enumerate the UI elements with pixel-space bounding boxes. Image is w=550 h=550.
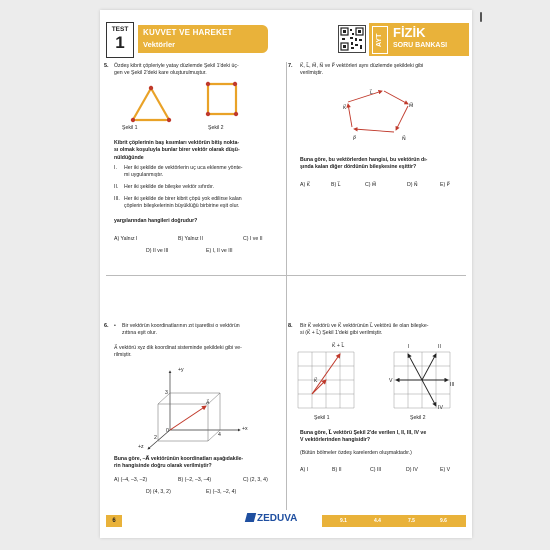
q6-number: 6. — [104, 323, 109, 329]
q7-option-d[interactable]: D) N⃗ — [407, 182, 418, 188]
q5-option-c[interactable]: C) I ve II — [243, 236, 263, 242]
q6-tick-4: 4 — [218, 432, 221, 438]
q7-stem: Buna göre, bu vektörlerden hangisi, bu vektörün dı- şında kalan diğer dördünün bileşkesine eşittir? — [300, 157, 428, 171]
q6-option-e[interactable]: E) (–3, –2, 4) — [206, 489, 237, 495]
q5-item3-num: III. — [114, 196, 120, 202]
footer-strip — [322, 515, 466, 527]
q6-axis-y: +y — [178, 367, 184, 373]
brand-name: ZEDUVA — [257, 513, 298, 524]
q5-intro: Özdeş kibrit çöpleriyle yatay düzlemde Şekil 1'deki üç- gen ve Şekil 2'deki kare oluşturulmuştur. — [114, 63, 239, 77]
q8-vec-iv: IV — [438, 405, 443, 411]
q5-item3: Her iki şekilde de birer kibrit çöpü yok edilirse kalan çöplerin bileşkelerinin büyüklüğü birbirine eşit olur. — [124, 196, 242, 210]
q6-bullet: Bir vektörün koordinatlarının zıt işaretlisi o vektörün zıttına eşit olur. — [122, 323, 240, 337]
q7-option-a[interactable]: A) K⃗ — [300, 182, 311, 188]
test-badge — [106, 22, 134, 58]
q8-stem: Buna göre, L⃗ vektörü Şekil 2'de verilen I, II, III, IV ve V vektörlerinden hangisidir? — [300, 430, 427, 444]
q8-vec-v: V — [389, 378, 393, 384]
footer-code-2: 4.4 — [374, 518, 381, 524]
q6-axis-z: +z — [138, 444, 144, 450]
footer-code-3: 7.5 — [408, 518, 415, 524]
q6-bullet-icon: • — [114, 323, 116, 329]
q8-option-d[interactable]: D) IV — [406, 467, 418, 473]
q6-stem: Buna göre, –A⃗ vektörünün koordinatları aşağıdakile- rin hangisinde doğru olarak verilmiştir? — [114, 456, 244, 470]
q5-option-b[interactable]: B) Yalnız II — [178, 236, 203, 242]
q5-item1: Her iki şekilde de vektörlerin uç uca eklenme yönte- mi uygulanmıştır. — [124, 165, 243, 179]
q6-origin: 0 — [166, 428, 169, 434]
brand-logo — [246, 513, 297, 524]
q5-figures — [124, 80, 264, 130]
q6-option-d[interactable]: D) (4, 3, 2) — [146, 489, 171, 495]
q8-vec-i: I — [408, 344, 410, 350]
q6-axis-x: +x — [242, 426, 248, 432]
book-title: SORU BANKASI — [393, 42, 448, 49]
q8-option-c[interactable]: C) III — [370, 467, 382, 473]
qr-code-icon[interactable] — [338, 25, 366, 53]
q7-option-c[interactable]: C) M⃗ — [365, 182, 377, 188]
q6-option-b[interactable]: B) (–2, –3, –4) — [178, 477, 212, 483]
q5-option-e[interactable]: E) I, II ve III — [206, 248, 233, 254]
q7-option-b[interactable]: B) L⃗ — [331, 182, 341, 188]
page-number: 6 — [106, 515, 122, 527]
q7-number: 7. — [288, 63, 293, 69]
q8-vec-iii: III — [450, 382, 455, 388]
q5-item2-num: II. — [114, 184, 119, 190]
q8-note: (Bütün bölmeler özdeş karelerden oluşmaktadır.) — [300, 450, 412, 456]
q7-intro: K⃗, L⃗, M⃗, N⃗ ve P⃗ vektörleri aynı düzlemde şekildeki gibi verilmiştir. — [300, 63, 424, 77]
chapter-title: KUVVET VE HAREKET — [143, 28, 233, 37]
q5-option-a[interactable]: A) Yalnız I — [114, 236, 138, 242]
column-divider — [286, 62, 287, 510]
q5-number: 5. — [104, 63, 109, 69]
q8-fig2-label: Şekil 2 — [410, 415, 426, 421]
worksheet-page — [100, 10, 472, 538]
q8-option-a[interactable]: A) I — [300, 467, 309, 473]
q8-fig1-label: Şekil 1 — [314, 415, 330, 421]
q5-stem: Kibrit çöplerinin baş kısımları vektörün bitiş nokta- sı olmak koşuluyla bunlar birer vektör olarak düşü- nüldüğünde — [114, 140, 240, 161]
q8-sum-label: K⃗ + L⃗ — [332, 343, 345, 349]
q7-label-n: N⃗ — [402, 136, 406, 142]
scrollbar-thumb[interactable] — [480, 12, 482, 22]
q5-fig2-label: Şekil 2 — [208, 125, 224, 131]
q6-option-a[interactable]: A) (–4, –3, –2) — [114, 477, 148, 483]
q5-item2: Her iki şekilde de bileşke vektör sıfırdır. — [124, 184, 214, 190]
q8-intro: Bir K⃗ vektörü ve K⃗ vektörünün L⃗ vektörü ile olan bileşke- si (K⃗ + L⃗) Şekil 1'deki gibi verilmiştir. — [300, 323, 429, 337]
q7-label-k: K⃗ — [343, 105, 347, 111]
subject-title: FİZİK — [393, 25, 426, 40]
q7-label-p: P⃗ — [353, 136, 357, 142]
footer-code-4: 9.6 — [440, 518, 447, 524]
footer-code-1: 9.1 — [340, 518, 347, 524]
row-divider — [106, 275, 466, 276]
test-number: 1 — [115, 33, 125, 52]
q6-tick-3: 3 — [165, 390, 168, 396]
q7-label-l: L⃗ — [370, 90, 373, 96]
q8-vec-ii: II — [438, 344, 441, 350]
subject-banner — [369, 23, 469, 56]
q8-k-label: K⃗ — [314, 378, 318, 384]
q8-option-e[interactable]: E) V — [440, 467, 451, 473]
q8-number: 8. — [288, 323, 293, 329]
q5-item1-num: I. — [114, 165, 117, 171]
chapter-subtitle: Vektörler — [143, 40, 176, 49]
brand-mark-icon — [245, 513, 256, 522]
test-label: TEST — [111, 26, 129, 33]
q8-option-b[interactable]: B) II — [332, 467, 342, 473]
q6-tick-2: 2 — [154, 435, 157, 441]
exam-label: AYT — [372, 26, 388, 54]
q7-label-m: M⃗ — [409, 103, 414, 109]
q6-vector-label: A⃗ — [206, 400, 210, 406]
q7-option-e[interactable]: E) P⃗ — [440, 182, 450, 188]
q7-figure — [330, 82, 440, 144]
q6-option-c[interactable]: C) (2, 3, 4) — [243, 477, 268, 483]
q8-fig1-grid — [296, 350, 356, 410]
chapter-banner — [138, 25, 268, 53]
q6-intro: A⃗ vektörü xyz dik koordinat sisteminde şekildeki gibi ve- rilmiştir. — [114, 345, 242, 359]
q5-fig1-label: Şekil 1 — [122, 125, 138, 131]
q5-question: yargılarından hangileri doğrudur? — [114, 218, 198, 224]
q5-option-d[interactable]: D) II ve III — [146, 248, 169, 254]
